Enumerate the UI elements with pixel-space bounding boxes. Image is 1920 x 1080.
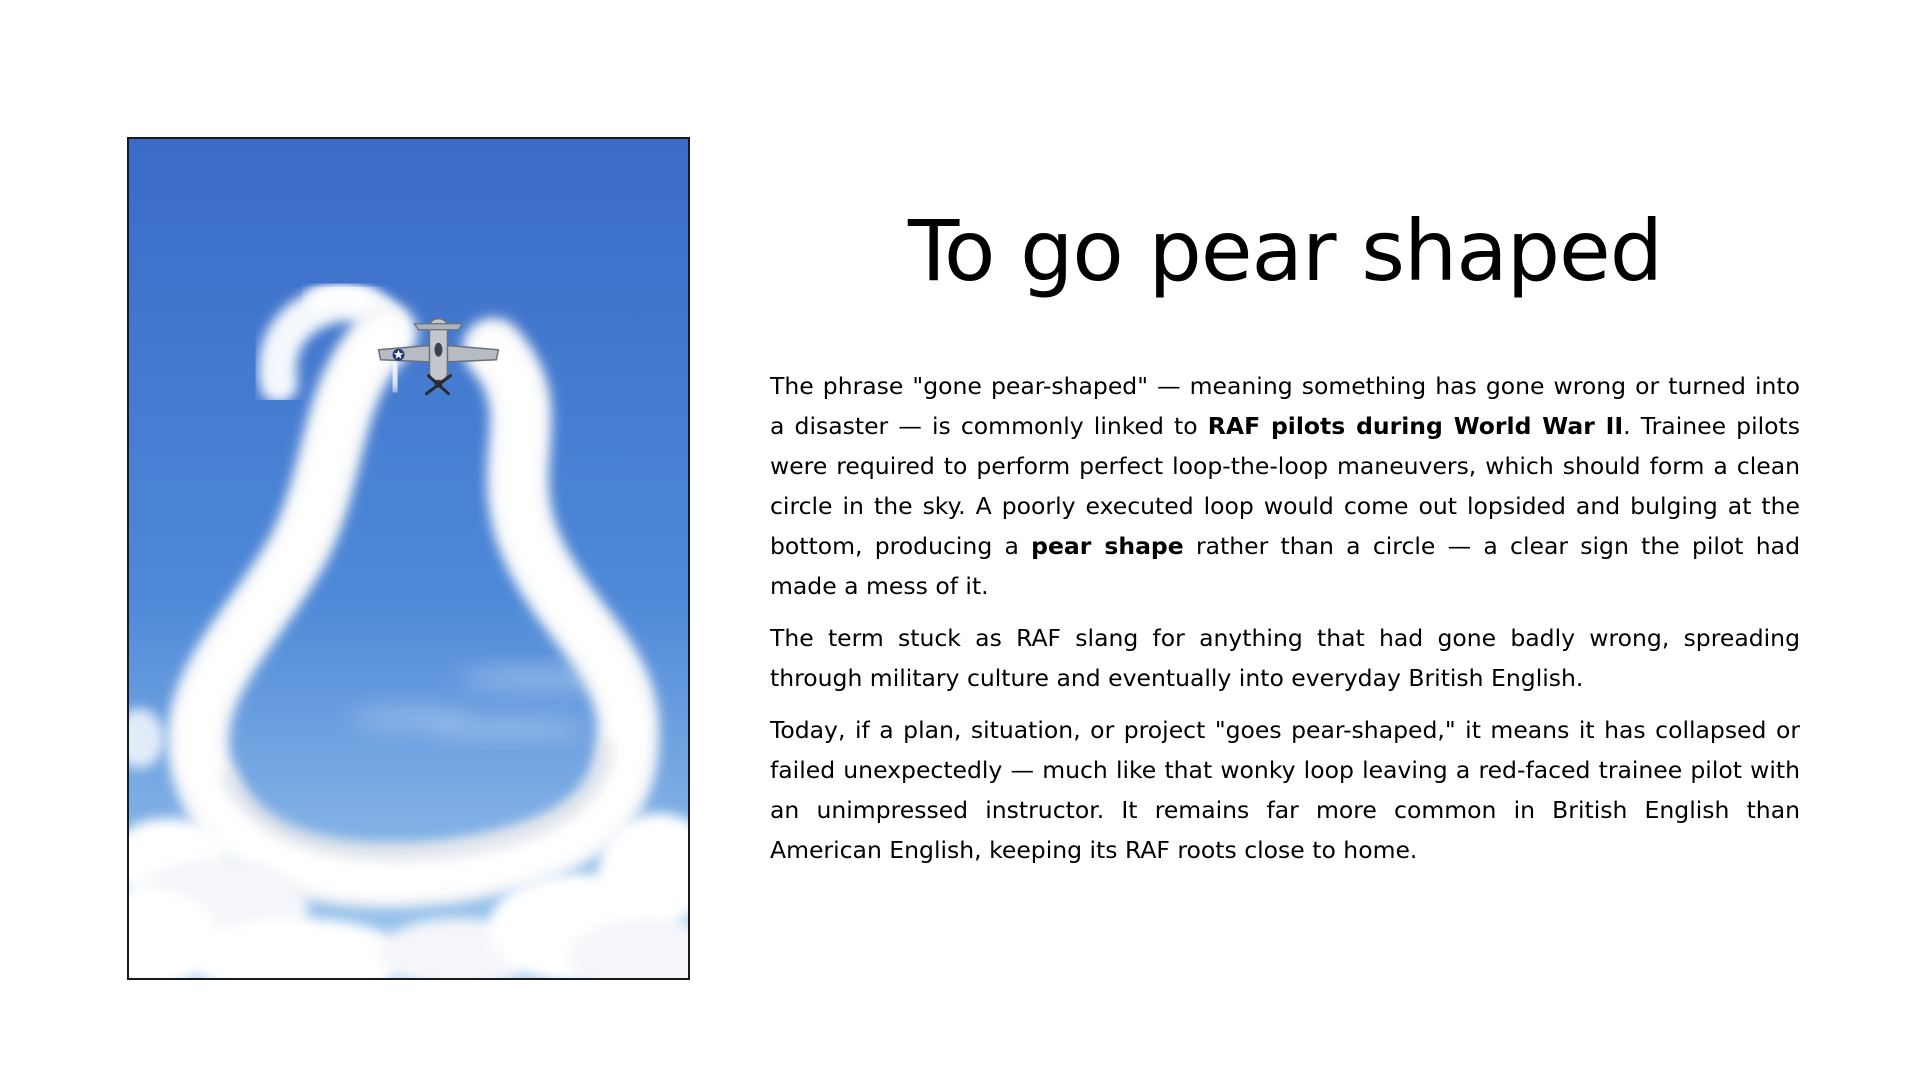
- highlight-pear-shape: pear shape: [1031, 532, 1184, 560]
- paragraph-origin-text-2: . Trainee pilots were required to perform perfect loop-the-loop maneuvers, which should form a clean circle in the sky. A poorly executed loop would come out lopsided and bulging at the bottom, producing a: [770, 412, 1800, 560]
- pear-loop-photo: [127, 137, 690, 980]
- page-title: To go pear shaped: [907, 202, 1663, 300]
- paragraph-origin-text-1: The phrase "gone pear-shaped" — meaning something has gone wrong or turned into a disaster — is commonly linked to: [770, 372, 1800, 440]
- paragraph-today: Today, if a plan, situation, or project "goes pear-shaped," it means it has collapsed or failed unexpectedly — much like that wonky loop leaving a red-faced trainee pilot with an unimpressed instructor. It remains far more common in British English than American English, keeping its RAF roots close to home.: [770, 716, 1800, 864]
- paragraph-origin: [770, 366, 1800, 606]
- skywriting-illustration: [129, 139, 688, 978]
- paragraph-origin-text-3: rather than a circle — a clear sign the pilot had made a mess of it.: [770, 532, 1800, 600]
- article-body: [770, 366, 1800, 882]
- highlight-raf-pilots: RAF pilots during World War II: [1207, 412, 1624, 440]
- paragraph-slang: The term stuck as RAF slang for anything that had gone badly wrong, spreading through military culture and eventually into everyday British English.: [770, 624, 1800, 692]
